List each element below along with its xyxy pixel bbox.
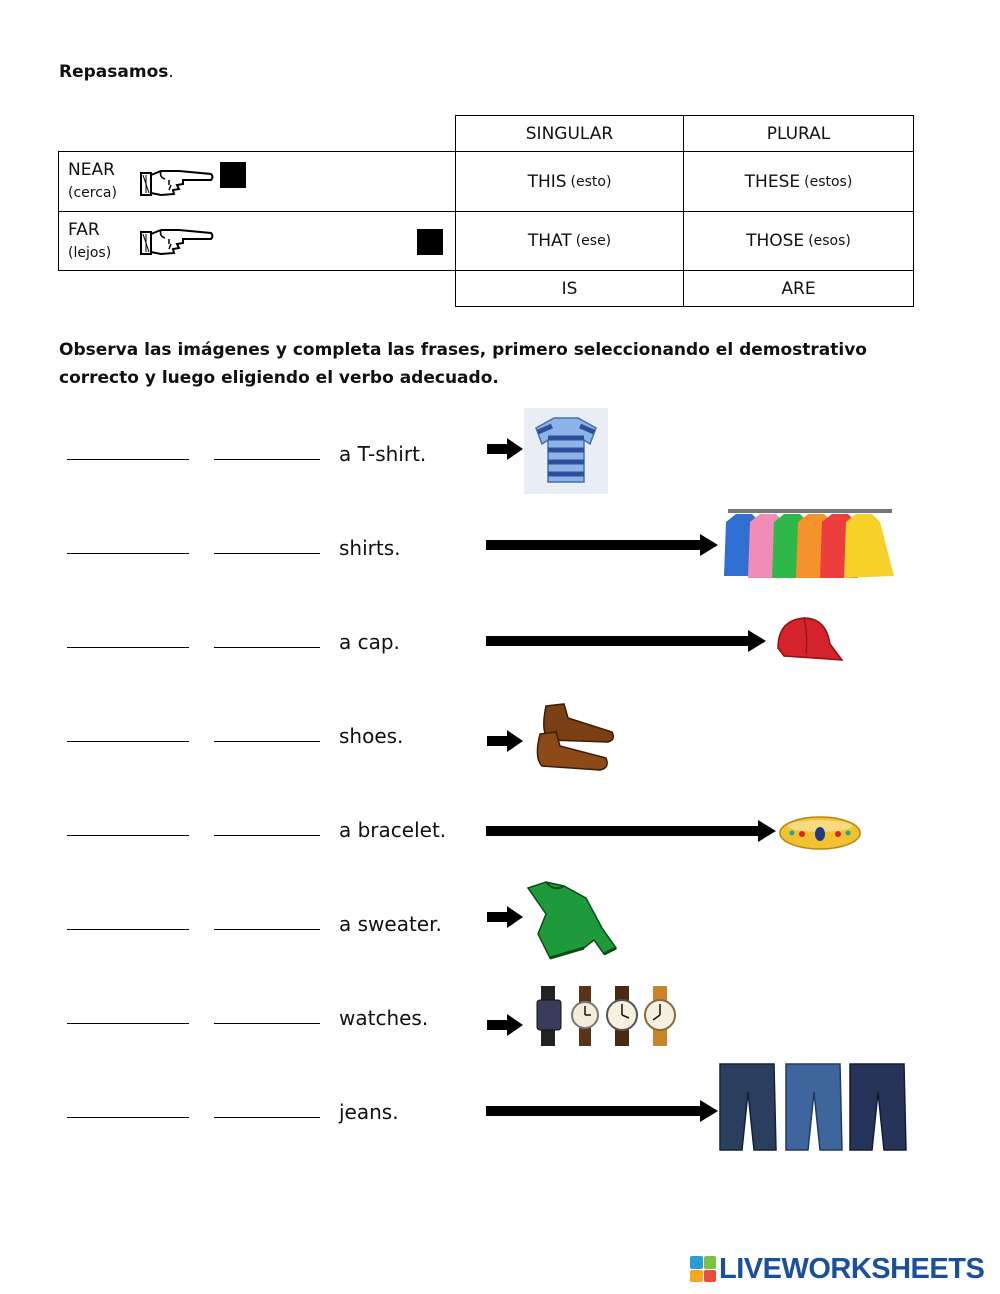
cell-are: ARE: [683, 270, 914, 307]
cell-those: THOSE (esos): [683, 211, 914, 271]
heading-dot: .: [168, 62, 174, 82]
heading-title: Repasamos: [59, 62, 169, 82]
demonstrative-blank[interactable]: [67, 835, 189, 836]
header-singular: SINGULAR: [455, 115, 684, 152]
pointing-hand-icon: [139, 222, 215, 260]
short-arrow-icon: [487, 438, 523, 460]
sweater-icon: [524, 878, 620, 962]
page-heading: [59, 62, 174, 82]
liveworksheets-brand: [690, 1252, 984, 1286]
verb-blank[interactable]: [214, 459, 320, 460]
tshirt-icon: [524, 408, 608, 494]
cell-is: IS: [455, 270, 684, 307]
far-row-label: [58, 211, 456, 271]
verb-blank[interactable]: [214, 929, 320, 930]
exercise-row: [0, 412, 1000, 502]
exercise-text: shoes.: [339, 724, 404, 748]
demonstrative-blank[interactable]: [67, 1117, 189, 1118]
demonstrative-blank[interactable]: [67, 1023, 189, 1024]
demonstrative-blank[interactable]: [67, 553, 189, 554]
short-arrow-icon: [487, 730, 523, 752]
cell-these: THESE (estos): [683, 151, 914, 212]
exercise-text: shirts.: [339, 536, 401, 560]
demonstrative-blank[interactable]: [67, 741, 189, 742]
far-sublabel: (lejos): [68, 245, 112, 261]
jeans-icon: [716, 1062, 908, 1154]
exercise-row: [0, 976, 1000, 1066]
verb-blank[interactable]: [214, 553, 320, 554]
bracelet-icon: [778, 814, 862, 852]
long-arrow-icon: [486, 534, 718, 556]
exercise-row: [0, 882, 1000, 972]
verb-blank[interactable]: [214, 647, 320, 648]
exercise-text: a T-shirt.: [339, 442, 427, 466]
long-arrow-icon: [486, 820, 776, 842]
near-row-label: [58, 151, 456, 212]
exercise-row: [0, 1070, 1000, 1160]
verb-blank[interactable]: [214, 1023, 320, 1024]
cell-that: THAT (ese): [455, 211, 684, 271]
short-arrow-icon: [487, 906, 523, 928]
liveworksheets-logo-icon: [690, 1256, 716, 1282]
near-sublabel: (cerca): [68, 185, 117, 201]
short-arrow-icon: [487, 1014, 523, 1036]
watches-icon: [535, 984, 683, 1048]
exercise-text: watches.: [339, 1006, 429, 1030]
instructions: Observa las imágenes y completa las frases, primero seleccionando el demostrativo correcto y luego eligiendo el verbo adecuado.: [59, 340, 867, 388]
long-arrow-icon: [486, 630, 766, 652]
verb-blank[interactable]: [214, 741, 320, 742]
exercise-text: jeans.: [339, 1100, 399, 1124]
pointing-hand-icon: [139, 163, 215, 201]
demonstrative-blank[interactable]: [67, 459, 189, 460]
cell-this: THIS (esto): [455, 151, 684, 212]
exercise-row: [0, 788, 1000, 878]
long-arrow-icon: [486, 1100, 718, 1122]
verb-blank[interactable]: [214, 835, 320, 836]
far-object-square: [417, 229, 443, 255]
shoes-icon: [534, 700, 618, 774]
review-table: [58, 115, 914, 307]
exercise-row: [0, 694, 1000, 784]
cap-icon: [774, 614, 844, 666]
exercise-row: [0, 600, 1000, 690]
exercise-text: a cap.: [339, 630, 400, 654]
demonstrative-blank[interactable]: [67, 929, 189, 930]
exercise-row: [0, 506, 1000, 596]
near-label: NEAR: [68, 160, 115, 180]
exercise-text: a bracelet.: [339, 818, 447, 842]
demonstrative-blank[interactable]: [67, 647, 189, 648]
brand-name: LIVEWORKSHEETS: [719, 1252, 985, 1285]
shirts-icon: [722, 506, 900, 584]
near-object-square: [220, 162, 246, 188]
verb-blank[interactable]: [214, 1117, 320, 1118]
far-label: FAR: [68, 220, 100, 240]
exercise-text: a sweater.: [339, 912, 442, 936]
header-plural: PLURAL: [683, 115, 914, 152]
